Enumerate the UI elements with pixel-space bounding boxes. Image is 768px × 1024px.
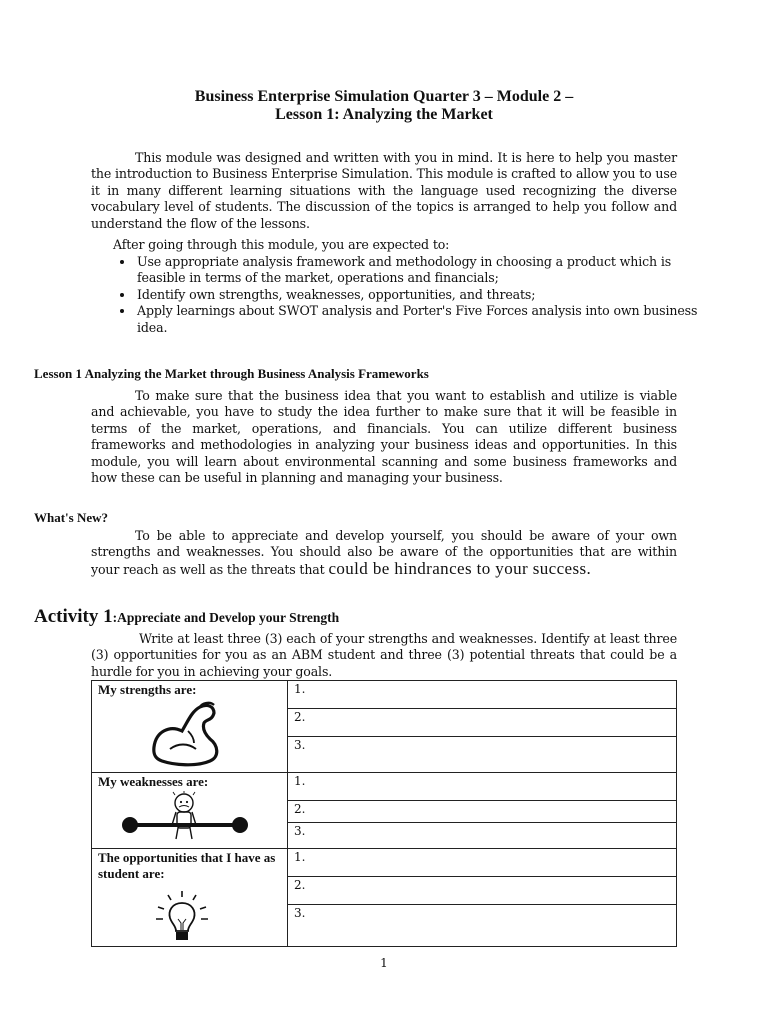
strengths-label: My strengths are: <box>98 682 197 697</box>
row-number: 1. <box>294 774 306 788</box>
row-number: 3. <box>294 738 306 752</box>
lesson-heading: Lesson 1 Analyzing the Market through Business Analysis Frameworks <box>34 366 429 381</box>
opportunity-row-1 <box>288 849 677 877</box>
weightlifter-icon <box>120 791 250 841</box>
row-number: 2. <box>294 878 306 892</box>
objective-item: • Use appropriate analysis framework and methodology in choosing a product which is feasible in terms of the market, operations and financials; <box>135 254 699 287</box>
whats-new-text-b: could be hindrances to your success. <box>328 558 592 578</box>
swot-table <box>91 680 677 947</box>
row-number: 1. <box>294 682 306 696</box>
lesson-paragraph: To make sure that the business idea that you want to establish and utilize is viable and achievable, you have to study the idea further to make sure that it will be feasible in terms of the market, operations, and financials. You can utilize different business frameworks and methodologies in analyzing your business ideas and opportunities. In this module, you will learn about environmental scanning and some business frameworks and how these can be useful in planning and managing your business. <box>91 388 677 486</box>
strength-row-3 <box>288 737 677 773</box>
opportunity-row-3 <box>288 905 677 947</box>
row-number: 2. <box>294 802 306 816</box>
title-line-1: Business Enterprise Simulation Quarter 3 – Module 2 – <box>194 88 574 105</box>
weaknesses-cell <box>92 773 288 849</box>
flexed-arm-icon <box>148 701 238 767</box>
opportunity-row-2 <box>288 877 677 905</box>
objective-item: • Apply learnings about SWOT analysis and Porter's Five Forces analysis into own business idea. <box>135 303 699 336</box>
weakness-row-3 <box>288 823 677 849</box>
whats-new-paragraph <box>91 528 677 578</box>
strengths-cell <box>92 681 288 773</box>
whats-new-heading: What's New? <box>34 510 109 525</box>
intro-paragraph: This module was designed and written with you in mind. It is here to help you master the introduction to Business Enterprise Simulation. This module is crafted to allow you to use it in many different learning situations with the language used recognizing the diverse vocabulary level of students. The discussion of the topics is arranged to help you follow and understand the flow of the lessons. <box>91 150 677 231</box>
weakness-row-2 <box>288 801 677 823</box>
whats-new-text-a: To be able to appreciate and develop yourself, you should be aware of your own strengths and weaknesses. You should also be aware of the opportunities that are within your reach as well as the threats that <box>91 528 677 577</box>
opportunities-cell <box>92 849 288 947</box>
title-line-2: Lesson 1: Analyzing the Market <box>275 106 493 123</box>
weakness-row-1 <box>288 773 677 801</box>
strength-row-1 <box>288 681 677 709</box>
strength-row-2 <box>288 709 677 737</box>
expected-text: After going through this module, you are expected to: <box>113 237 450 252</box>
objectives-list <box>113 254 699 336</box>
page-number: 1 <box>380 956 388 970</box>
row-number: 3. <box>294 824 306 838</box>
activity-label: Activity 1 <box>34 606 113 627</box>
activity-title: :Appreciate and Develop your Strength <box>112 610 340 625</box>
activity-heading <box>34 606 339 628</box>
lightbulb-icon <box>152 889 212 945</box>
row-number: 2. <box>294 710 306 724</box>
objective-item: • Identify own strengths, weaknesses, opportunities, and threats; <box>135 287 699 303</box>
opportunities-label: The opportunities that I have as student are: <box>98 850 276 881</box>
row-number: 3. <box>294 906 306 920</box>
activity-instructions: Write at least three (3) each of your strengths and weaknesses. Identify at least three (3) opportunities for you as an ABM student and three (3) potential threats that could be a hurdle for you in achieving your goals. <box>91 631 677 679</box>
row-number: 1. <box>294 850 306 864</box>
weaknesses-label: My weaknesses are: <box>98 774 209 789</box>
